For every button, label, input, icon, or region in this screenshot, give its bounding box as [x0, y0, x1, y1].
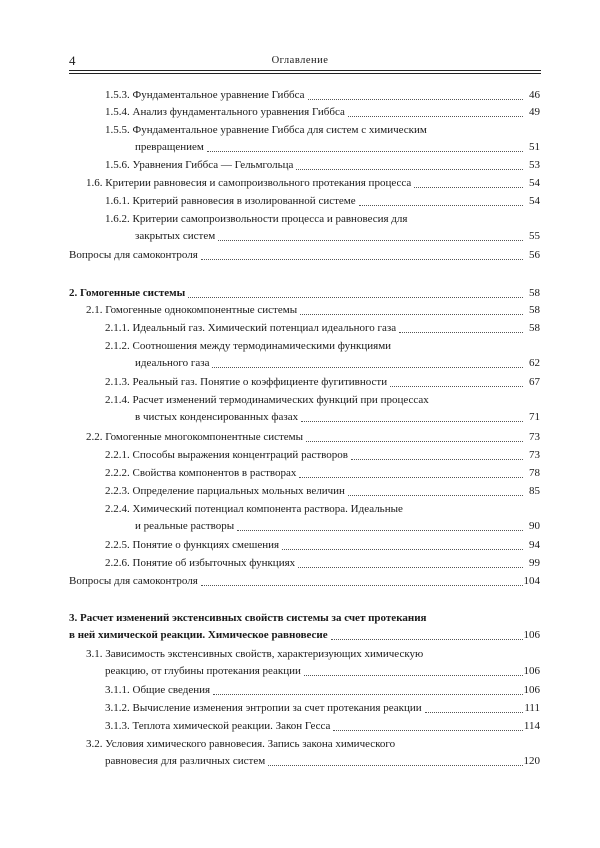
leader-dots — [348, 116, 523, 117]
toc-chapter[interactable] — [69, 610, 540, 644]
toc-entry-title: 2.1.1. Идеальный газ. Химический потенциал идеального газа — [105, 322, 397, 334]
leader-dots — [201, 585, 523, 586]
toc-entry-title: 1.5.6. Уравнения Гиббса — Гельмгольца — [105, 159, 294, 171]
toc-page-number: 67 — [529, 376, 540, 388]
leader-dots — [299, 477, 523, 478]
toc-entry[interactable] — [105, 338, 540, 372]
toc-entry[interactable] — [105, 104, 540, 121]
toc-page-number: 46 — [529, 89, 540, 101]
toc-entry-title: 2.2.3. Определение парциальных мольных величин — [105, 485, 345, 497]
toc-entry[interactable] — [105, 501, 540, 535]
toc-entry-title: в чистых конденсированных фазах — [135, 411, 299, 423]
toc-page-number: 99 — [529, 557, 540, 569]
toc-entry[interactable] — [105, 682, 540, 699]
toc-entry[interactable] — [86, 302, 540, 319]
toc-entry[interactable] — [105, 483, 540, 500]
leader-dots — [298, 567, 523, 568]
toc-page-number: 71 — [529, 411, 540, 423]
toc-entry[interactable] — [105, 555, 540, 572]
toc-page-number: 54 — [529, 177, 540, 189]
leader-dots — [333, 730, 523, 731]
toc-entry-title: 1.5.4. Анализ фундаментального уравнения Гиббса — [105, 106, 345, 118]
leader-dots — [218, 240, 523, 241]
toc-page-number: 73 — [529, 431, 540, 443]
toc-page-number: 51 — [529, 141, 540, 153]
toc-entry-title: в ней химической реакции. Химическое равновесие — [69, 629, 328, 641]
leader-dots — [348, 495, 523, 496]
toc-page-number: 58 — [529, 322, 540, 334]
toc-entry[interactable] — [105, 320, 540, 337]
toc-entry[interactable] — [105, 447, 540, 464]
toc-entry-title: реакцию, от глубины протекания реакции — [105, 665, 301, 677]
toc-page-number: 90 — [529, 520, 540, 532]
toc-entry-title: Вопросы для самоконтроля — [69, 575, 198, 587]
toc-entry[interactable] — [105, 700, 540, 717]
toc-page-number: 78 — [529, 467, 540, 479]
toc-entry-title: Вопросы для самоконтроля — [69, 249, 198, 261]
toc-entry[interactable] — [105, 465, 540, 482]
toc-entry-title: 3.1.2. Вычисление изменения энтропии за счет протекания реакции — [105, 702, 422, 714]
toc-entry-title: 2.1.3. Реальный газ. Понятие о коэффициенте фугитивности — [105, 376, 388, 388]
toc-entry-title: 1.5.3. Фундаментальное уравнение Гиббса — [105, 89, 305, 101]
toc-entry[interactable] — [105, 392, 540, 426]
leader-dots — [414, 187, 523, 188]
toc-entry[interactable] — [105, 374, 540, 391]
leader-dots — [268, 765, 522, 766]
leader-dots — [331, 639, 523, 640]
toc-entry-title: 2.2.5. Понятие о функциях смешения — [105, 539, 280, 551]
toc-entry-title: 3.2. Условия химического равновесия. Запись закона химического — [86, 738, 396, 750]
toc-entry-title: закрытых систем — [135, 230, 216, 242]
leader-dots — [201, 259, 523, 260]
toc-page-number: 106 — [523, 684, 540, 696]
toc-entry-title: 1.6.1. Критерий равновесия в изолированной системе — [105, 195, 356, 207]
toc-page-number: 73 — [529, 449, 540, 461]
toc-entry[interactable] — [69, 247, 540, 264]
toc-entry-title: 2.1. Гомогенные однокомпонентные системы — [86, 304, 298, 316]
toc-entry-title: 2.2.2. Свойства компонентов в растворах — [105, 467, 297, 479]
toc-page-number: 49 — [529, 106, 540, 118]
toc-entry-title: 1.6. Критерии равновесия и самопроизвольного протекания процесса — [86, 177, 412, 189]
page-number: 4 — [69, 53, 76, 68]
leader-dots — [425, 712, 523, 713]
leader-dots — [212, 367, 523, 368]
toc-entry[interactable] — [105, 537, 540, 554]
toc-page-number: 56 — [529, 249, 540, 261]
toc-page-number: 58 — [529, 287, 540, 299]
toc-entry-title: 1.5.5. Фундаментальное уравнение Гиббса для систем с химическим — [105, 124, 427, 136]
toc-entry-title: 2.2.1. Способы выражения концентраций растворов — [105, 449, 348, 461]
leader-dots — [308, 99, 523, 100]
toc-entry[interactable] — [105, 157, 540, 174]
toc-page-number: 53 — [529, 159, 540, 171]
toc-entry[interactable] — [105, 211, 540, 245]
toc-entry-title: 2.1.4. Расчет изменений термодинамических функций при процессах — [105, 394, 429, 406]
toc-page-number: 62 — [529, 357, 540, 369]
leader-dots — [306, 441, 523, 442]
toc-entry[interactable] — [105, 718, 540, 735]
toc-entry-title: и реальные растворы — [135, 520, 235, 532]
toc-page-number: 114 — [523, 720, 540, 732]
toc-page-number: 106 — [523, 629, 540, 641]
toc-entry-title: идеального газа — [135, 357, 210, 369]
toc-entry[interactable] — [86, 429, 540, 446]
toc-entry[interactable] — [86, 736, 540, 770]
leader-dots — [207, 151, 523, 152]
leader-dots — [237, 530, 523, 531]
running-title: Оглавление — [271, 55, 329, 66]
toc-page-number: 55 — [529, 230, 540, 242]
toc-page-number: 111 — [524, 702, 540, 714]
toc-entry-title: 2.2. Гомогенные многокомпонентные системы — [86, 431, 304, 443]
toc-entry-title: 3. Расчет изменений экстенсивных свойств системы за счет протекания — [69, 612, 427, 624]
toc-chapter[interactable] — [69, 285, 540, 302]
leader-dots — [282, 549, 523, 550]
toc-entry[interactable] — [105, 193, 540, 210]
toc-page-number: 120 — [523, 755, 540, 767]
toc-entry-title: 2.2.4. Химический потенциал компонента раствора. Идеальные — [105, 503, 403, 515]
toc-entry-title: 2. Гомогенные системы — [69, 287, 186, 299]
toc-entry-title: 3.1. Зависимость экстенсивных свойств, характеризующих химическую — [86, 648, 424, 660]
leader-dots — [399, 332, 523, 333]
toc-entry-title: 2.2.6. Понятие об избыточных функциях — [105, 557, 296, 569]
leader-dots — [296, 169, 523, 170]
toc-entry[interactable] — [86, 646, 540, 680]
toc-entry-title: 2.1.2. Соотношения между термодинамическими функциями — [105, 340, 392, 352]
toc-entry[interactable] — [105, 87, 540, 104]
toc-page-number: 104 — [523, 575, 540, 587]
toc-page-number: 54 — [529, 195, 540, 207]
leader-dots — [390, 386, 523, 387]
toc-entry-title: 3.1.1. Общие сведения — [105, 684, 211, 696]
leader-dots — [300, 314, 523, 315]
leader-dots — [213, 694, 522, 695]
toc-page-number: 85 — [529, 485, 540, 497]
toc-entry-title: равновесия для различных систем — [105, 755, 266, 767]
toc-entry-title: 3.1.3. Теплота химической реакции. Закон Гесса — [105, 720, 331, 732]
toc-entry[interactable] — [105, 122, 540, 156]
leader-dots — [351, 459, 523, 460]
toc-entry[interactable] — [69, 573, 540, 590]
toc-entry-title: 1.6.2. Критерии самопроизвольности процесса и равновесия для — [105, 213, 408, 225]
toc-entry-title: превращением — [135, 141, 204, 153]
leader-dots — [359, 205, 523, 206]
leader-dots — [304, 675, 523, 676]
toc-page-number: 106 — [523, 665, 540, 677]
leader-dots — [188, 297, 523, 298]
leader-dots — [301, 421, 523, 422]
toc-page-number: 94 — [529, 539, 540, 551]
toc-page-number: 58 — [529, 304, 540, 316]
toc-entry[interactable] — [86, 175, 540, 192]
